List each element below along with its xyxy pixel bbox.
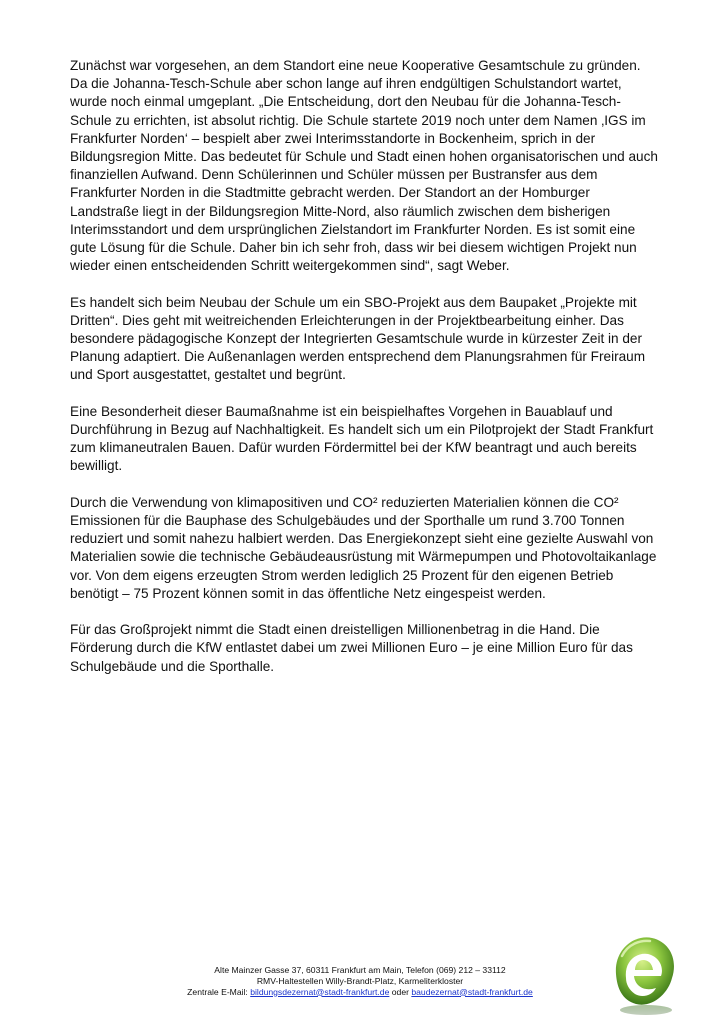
footer-transit: RMV-Haltestellen Willy-Brandt-Platz, Karmeliterkloster	[256, 975, 464, 986]
footer-email-line	[120, 987, 600, 998]
footer-email-joiner: oder	[391, 986, 409, 997]
paragraph-new-building-decision: Zunächst war vorgesehen, an dem Standort eine neue Kooperative Gesamtschule zu gründen. Da die Johanna-Tesch-Schule aber schon lange auf ihren endgültigen Schulstandort wartet, wurde noch einmal umgeplant. „Die Entscheidung, dort den Neubau für die Johanna-Tesch-Schule zu errichten, ist absolut richtig. Die Schule startete 2019 noch unter dem Namen ‚IGS im Frankfurter Norden‘ – bespielt aber zwei Interimsstandorte in Bockenheim, sprich in der Bildungsregion Mitte. Das bedeutet für Schule und Stadt einen hohen organisatorischen und auch finanziellen Aufwand. Denn Schülerinnen und Schüler müssen per Bustransfer aus dem Frankfurter Norden in die Stadtmitte gebracht werden. Der Standort an der Homburger Landstraße liegt in der Bildungsregion Mitte-Nord, also räumlich zwischen dem bisherigen Interimsstandort und dem ursprünglichen Zielstandort im Frankfurter Norden. Es ist somit eine gute Lösung für die Schule. Daher bin ich sehr froh, dass wir bei diesem wichtigen Projekt nun wieder einen entscheidenden Schritt weitergekommen sind“, sagt Weber.	[70, 58, 658, 274]
email-link-baudezernat[interactable]: baudezernat@stadt-frankfurt.de	[411, 986, 533, 997]
paragraph-co2-energy: Durch die Verwendung von klimapositiven und CO² reduzierten Materialien können die CO² Emissionen für die Bauphase des Schulgebäudes und der Sporthalle um rund 3.700 Tonnen reduziert und somit nahezu halbiert werden. Das Energiekonzept sieht eine gezielte Auswahl von Materialien sowie die technische Gebäudeausrüstung mit Wärmepumpen und Photovoltaikanlage vor. Von dem eigens erzeugten Strom werden lediglich 25 Prozent für den eigenen Betrieb benötigt – 75 Prozent können somit in das öffentliche Netz eingespeist werden.	[70, 494, 657, 601]
paragraph-sbo-project: Es handelt sich beim Neubau der Schule um ein SBO-Projekt aus dem Baupaket „Projekte mit Dritten“. Dies geht mit weitreichenden Erleichterungen in der Projektbearbeitung einher. Das besondere pädagogische Konzept der Integrierten Gesamtschule wurde in kürzester Zeit in der Planung adaptiert. Die Außenanlagen werden entsprechend dem Planungsrahmen für Freiraum und Sport ausgestattet, gestaltet und begrünt.	[70, 294, 646, 383]
page-footer	[120, 965, 600, 997]
frankfurt-e-logo-icon	[608, 930, 680, 1016]
footer-address: Alte Mainzer Gasse 37, 60311 Frankfurt am Main, Telefon (069) 212 – 33112	[214, 965, 506, 975]
paragraph-sustainability: Eine Besonderheit dieser Baumaßnahme ist ein beispielhaftes Vorgehen in Bauablauf und Durchführung in Bezug auf Nachhaltigkeit. Es handelt sich um ein Pilotprojekt der Stadt Frankfurt zum klimaneutralen Bauen. Dafür wurden Fördermittel bei der KfW beantragt und auch bereits bewilligt.	[70, 403, 654, 474]
paragraph-funding: Für das Großprojekt nimmt die Stadt einen dreistelligen Millionenbetrag in die Hand. Die Förderung durch die KfW entlastet dabei um zwei Millionen Euro – je eine Million Euro für das Schulgebäude und die Sporthalle.	[70, 622, 633, 674]
press-release-body	[70, 57, 660, 694]
footer-email-prefix: Zentrale E-Mail:	[187, 986, 248, 997]
email-link-bildungsdezernat[interactable]: bildungsdezernat@stadt-frankfurt.de	[250, 986, 390, 997]
